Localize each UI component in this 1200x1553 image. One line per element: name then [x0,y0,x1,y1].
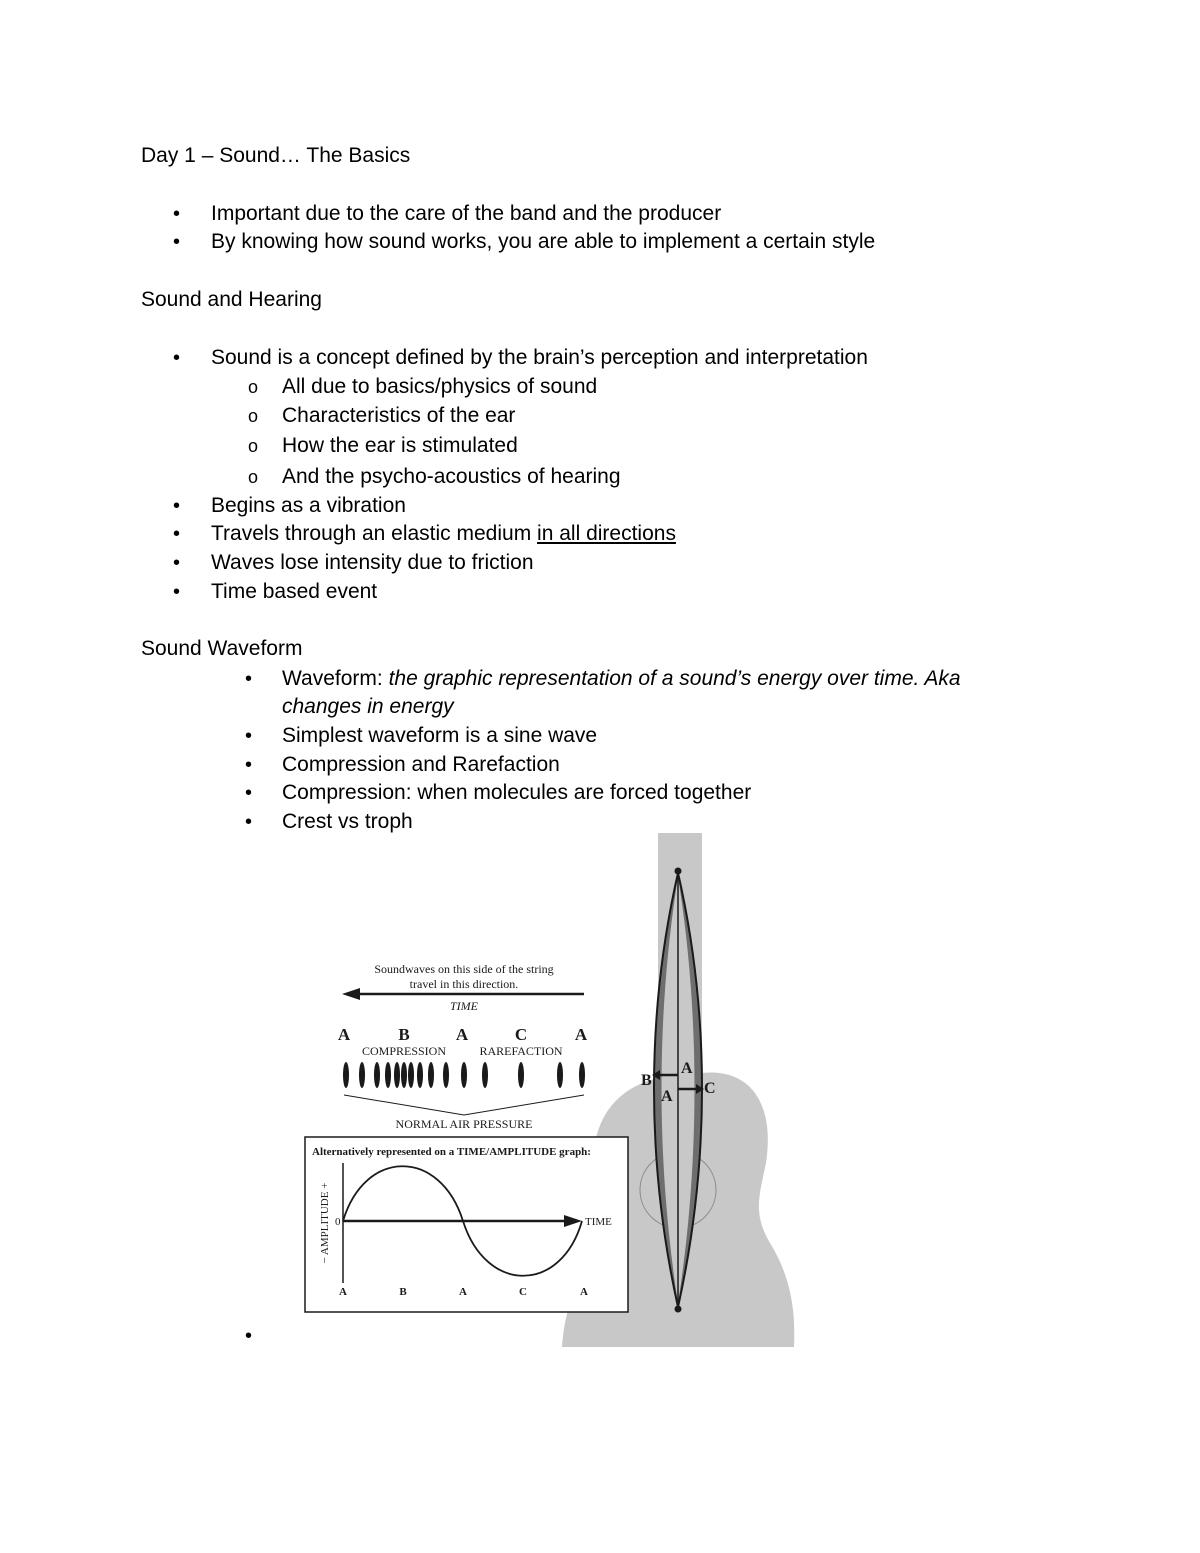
hearing-sub-2: Characteristics of the ear [282,404,516,427]
waveform-term: Waveform: [282,667,389,690]
heading-day1: Day 1 – Sound… The Basics [141,144,411,167]
bullet-dot-empty: • [245,1325,253,1347]
heading-sound-waveform: Sound Waveform [141,637,303,660]
bottom-letter: B [399,1286,407,1298]
sub-marker: o [248,467,259,487]
intro-bullet-2: By knowing how sound works, you are able to implement a certain style [211,230,876,253]
heading-sound-hearing: Sound and Hearing [141,288,322,311]
top-letter: B [398,1025,410,1044]
hearing-bullet-3-text: Travels through an elastic medium [211,522,538,545]
top-letter: A [337,1025,351,1044]
hearing-sub-3: How the ear is stimulated [282,434,518,457]
bullet-dot: • [173,347,181,369]
top-letter: C [514,1025,528,1044]
normal-pressure-label: NORMAL AIR PRESSURE [395,1117,533,1131]
guitar-label-c: C [704,1080,716,1097]
bullet-dot: • [173,203,181,225]
intro-bullet-1: Important due to the care of the band and the producer [211,202,722,225]
compression-label: COMPRESSION [361,1044,447,1058]
bullet-dot: • [173,581,181,603]
hearing-bullet-3 [211,520,676,548]
bottom-letter: A [580,1286,588,1298]
bullet-dot: • [245,668,253,690]
sub-marker: o [248,436,259,456]
waveform-bullet-1 [282,665,961,693]
hearing-bullet-5: Time based event [211,580,378,603]
bottom-letter: C [519,1286,527,1298]
bullet-dot: • [173,495,181,517]
hearing-bullet-1: Sound is a concept defined by the brain’s perception and interpretation [211,346,868,369]
amplitude-label: − AMPLITUDE + [319,1182,331,1264]
bullet-dot: • [245,754,253,776]
caption-line-2: travel in this direction. [409,977,519,991]
hearing-sub-1: All due to basics/physics of sound [282,375,598,398]
bottom-letter: A [459,1286,467,1298]
guitar-label-b: B [641,1072,652,1089]
graph-title: Alternatively represented on a TIME/AMPLITUDE graph: [312,1146,591,1158]
bullet-dot: • [173,231,181,253]
caption-line-1: Soundwaves on this side of the string [374,962,554,976]
guitar-label-a-bottom: A [661,1088,673,1105]
bullet-dot: • [245,811,253,833]
hearing-bullet-3-underlined: in all directions [537,522,676,545]
top-letter: A [455,1025,469,1044]
waveform-definition-cont: changes in energy [282,695,454,718]
hearing-bullet-2: Begins as a vibration [211,494,406,517]
graph-time-label: TIME [585,1216,612,1228]
bullet-dot: • [173,552,181,574]
time-label: TIME [450,999,478,1013]
rarefaction-label: RAREFACTION [479,1044,563,1058]
guitar-label-a-top: A [681,1060,693,1077]
bullet-dot: • [245,782,253,804]
waveform-bullet-2: Simplest waveform is a sine wave [282,724,598,747]
hearing-sub-4: And the psycho-acoustics of hearing [282,465,621,488]
zero-label: 0 [335,1216,341,1228]
sub-marker: o [248,377,259,397]
waveform-definition: the graphic representation of a sound’s energy over time. Aka [388,667,961,690]
bottom-letter: A [339,1286,347,1298]
sub-marker: o [248,406,259,426]
waveform-bullet-5: Crest vs troph [282,810,413,833]
pressure-ellipses [343,1062,585,1088]
waveform-bullet-4: Compression: when molecules are forced together [282,781,752,804]
bullet-dot: • [245,725,253,747]
soundwave-guitar-figure [280,833,800,1347]
hearing-bullet-4: Waves lose intensity due to friction [211,551,534,574]
figure-svg [280,833,800,1347]
bullet-dot: • [173,523,181,545]
waveform-bullet-3: Compression and Rarefaction [282,753,560,776]
top-letter: A [574,1025,588,1044]
